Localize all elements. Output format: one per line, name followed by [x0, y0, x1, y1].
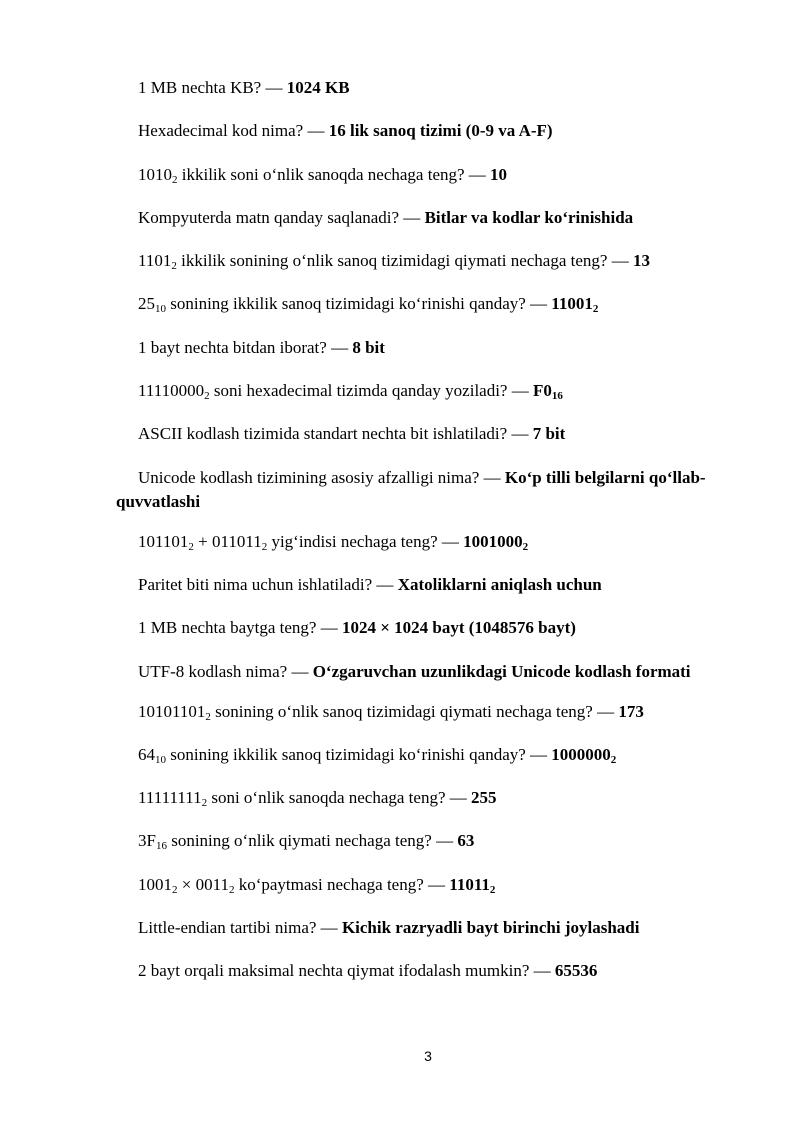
question-text: [138, 702, 618, 721]
text-run: 10: [490, 164, 508, 184]
qa-item: [116, 616, 708, 639]
qa-item: [116, 959, 708, 982]
qa-item: [116, 660, 708, 684]
text-run: Ko‘p tilli belgilarni qo‘llab-quvvatlashi: [116, 467, 706, 511]
text-run: O‘zgaruvchan uzunlikdagi Unicode kodlash formati: [312, 661, 691, 681]
answer-text: [342, 918, 640, 937]
qa-item: [116, 530, 708, 553]
answer-text: [551, 294, 599, 316]
text-run: 11001: [551, 294, 593, 314]
subscript-base: 2: [171, 260, 177, 273]
answer-text: [490, 165, 507, 184]
text-run: 11111111: [138, 788, 202, 808]
subscript-base: 2: [188, 540, 194, 553]
question-text: [138, 831, 458, 853]
answer-text: [342, 618, 576, 637]
subscript-base: 10: [155, 753, 166, 766]
text-run: 1010: [138, 164, 172, 184]
text-run: 11011: [449, 874, 490, 894]
qa-item: [116, 829, 708, 852]
subscript-base: 2: [205, 710, 211, 723]
text-run: Unicode kodlash tizimining asosiy afzalligi nima? —: [138, 467, 505, 487]
text-run: Little-endian tartibi nima? —: [138, 918, 342, 938]
text-run: 64: [138, 744, 155, 764]
subscript-base: 2: [228, 883, 235, 896]
text-run: 1 bayt nechta bitdan iborat? —: [138, 337, 353, 357]
text-run: 1024 KB: [286, 78, 350, 97]
subscript-base: 2: [489, 883, 496, 896]
text-run: yig‘indisi nechaga teng? —: [267, 531, 464, 551]
qa-item: [116, 336, 708, 359]
subscript-base: 2: [172, 173, 178, 186]
qa-item: [116, 379, 708, 402]
text-run: 8 bit: [352, 337, 385, 357]
question-text: [138, 575, 398, 594]
text-run: × 0011: [177, 874, 229, 894]
text-run: 25: [138, 294, 155, 314]
qa-list: [116, 76, 708, 1003]
question-text: [138, 121, 329, 140]
question-text: [138, 618, 342, 637]
text-run: sonining o‘nlik sanoq tizimidagi qiymati nechaga teng? —: [210, 701, 619, 721]
question-text: [138, 78, 287, 97]
text-run: 3F: [138, 831, 156, 851]
text-run: Bitlar va kodlar ko‘rinishida: [424, 207, 634, 227]
answer-text: [425, 208, 634, 227]
text-run: 1001: [138, 874, 172, 894]
text-run: ko‘paytmasi nechaga teng? —: [234, 874, 450, 894]
subscript-base: 2: [261, 540, 268, 553]
text-run: + 011011: [193, 531, 262, 551]
answer-text: [618, 702, 644, 721]
question-text: [138, 468, 505, 487]
qa-item: [116, 743, 708, 766]
question-text: [138, 875, 449, 894]
text-run: sonining ikkilik sanoq tizimidagi ko‘rinishi qanday? —: [166, 294, 552, 314]
answer-text: [457, 831, 474, 850]
question-text: [138, 381, 533, 403]
answer-text: [463, 532, 528, 551]
qa-item: [116, 206, 708, 229]
answer-text: [555, 961, 598, 980]
text-run: 63: [457, 831, 475, 851]
question-text: [138, 208, 425, 227]
text-run: Kompyuterda matn qanday saqlanadi? —: [138, 207, 425, 227]
subscript-base: 2: [592, 303, 599, 316]
text-run: 173: [618, 701, 644, 721]
text-run: ikkilik soni o‘nlik sanoqda nechaga teng? —: [177, 164, 491, 184]
text-run: 1000000: [551, 744, 611, 764]
question-text: [138, 338, 352, 357]
qa-item: [116, 163, 708, 186]
text-run: sonining ikkilik sanoq tizimidagi ko‘rinishi qanday? —: [166, 744, 552, 764]
subscript-base: 16: [551, 390, 563, 403]
text-run: sonining o‘nlik qiymati nechaga teng? —: [166, 831, 458, 851]
answer-text: [352, 338, 385, 357]
qa-item: [116, 119, 708, 142]
answer-text: [398, 575, 602, 594]
question-text: [138, 165, 490, 184]
text-run: 1024 × 1024 bayt (1048576 bayt): [341, 618, 576, 638]
question-text: [138, 745, 551, 764]
answer-text: [287, 78, 350, 97]
subscript-base: 2: [172, 883, 178, 896]
text-run: 1001000: [463, 531, 523, 551]
text-run: 1 MB nechta KB? —: [138, 78, 287, 97]
answer-text: [449, 875, 495, 894]
text-run: Hexadecimal kod nima? —: [138, 121, 329, 141]
text-run: F0: [532, 381, 552, 401]
text-run: ikkilik sonining o‘nlik sanoq tizimidagi qiymati nechaga teng? —: [176, 251, 633, 271]
qa-item: [116, 76, 708, 99]
question-text: [138, 961, 555, 980]
text-run: 11110000: [138, 381, 205, 401]
text-run: 101101: [138, 531, 189, 551]
qa-item: [116, 700, 708, 723]
subscript-base: 10: [155, 303, 166, 316]
subscript-base: 2: [522, 540, 529, 553]
answer-text: [633, 251, 650, 270]
text-run: soni o‘nlik sanoqda nechaga teng? —: [207, 788, 471, 808]
text-run: soni hexadecimal tizimda qanday yoziladi? —: [209, 381, 533, 401]
text-run: 13: [632, 251, 650, 271]
qa-item: [116, 292, 708, 315]
text-run: UTF-8 kodlash nima? —: [138, 661, 313, 681]
text-run: 1 MB nechta baytga teng? —: [138, 618, 342, 638]
text-run: Paritet biti nima uchun ishlatiladi? —: [138, 574, 398, 594]
question-text: [138, 918, 342, 937]
qa-item: [116, 786, 708, 809]
text-run: 65536: [554, 961, 598, 981]
answer-text: [313, 662, 691, 681]
qa-item: [116, 249, 708, 272]
text-run: 255: [471, 788, 497, 808]
text-run: 7 bit: [532, 424, 566, 444]
question-text: [138, 662, 313, 681]
page-number: 3: [424, 1048, 432, 1064]
question-text: [138, 788, 471, 810]
text-run: Xatoliklarni aniqlash uchun: [397, 574, 602, 594]
qa-item: [116, 573, 708, 596]
text-run: 16 lik sanoq tizimi (0-9 va A-F): [328, 121, 553, 141]
text-run: 1101: [138, 251, 172, 271]
question-text: [138, 532, 463, 551]
subscript-base: 2: [610, 753, 617, 766]
subscript-base: 16: [155, 840, 167, 853]
qa-item: [116, 422, 708, 445]
subscript-base: 2: [201, 797, 208, 810]
answer-text: [532, 381, 563, 403]
text-run: Kichik razryadli bayt birinchi joylashadi: [341, 918, 640, 938]
answer-text: [471, 788, 497, 807]
qa-item: [116, 873, 708, 896]
qa-item: [116, 466, 708, 514]
text-run: 10101101: [138, 701, 206, 721]
question-text: [138, 294, 552, 316]
answer-text: [329, 121, 553, 140]
answer-text: [551, 745, 616, 764]
text-run: 2 bayt orqali maksimal nechta qiymat ifodalash mumkin? —: [138, 961, 555, 981]
question-text: [138, 424, 533, 443]
answer-text: [533, 424, 566, 443]
subscript-base: 2: [204, 390, 210, 403]
question-text: [138, 251, 633, 273]
qa-item: [116, 916, 708, 939]
text-run: ASCII kodlash tizimida standart nechta bit ishlatiladi? —: [138, 424, 533, 444]
